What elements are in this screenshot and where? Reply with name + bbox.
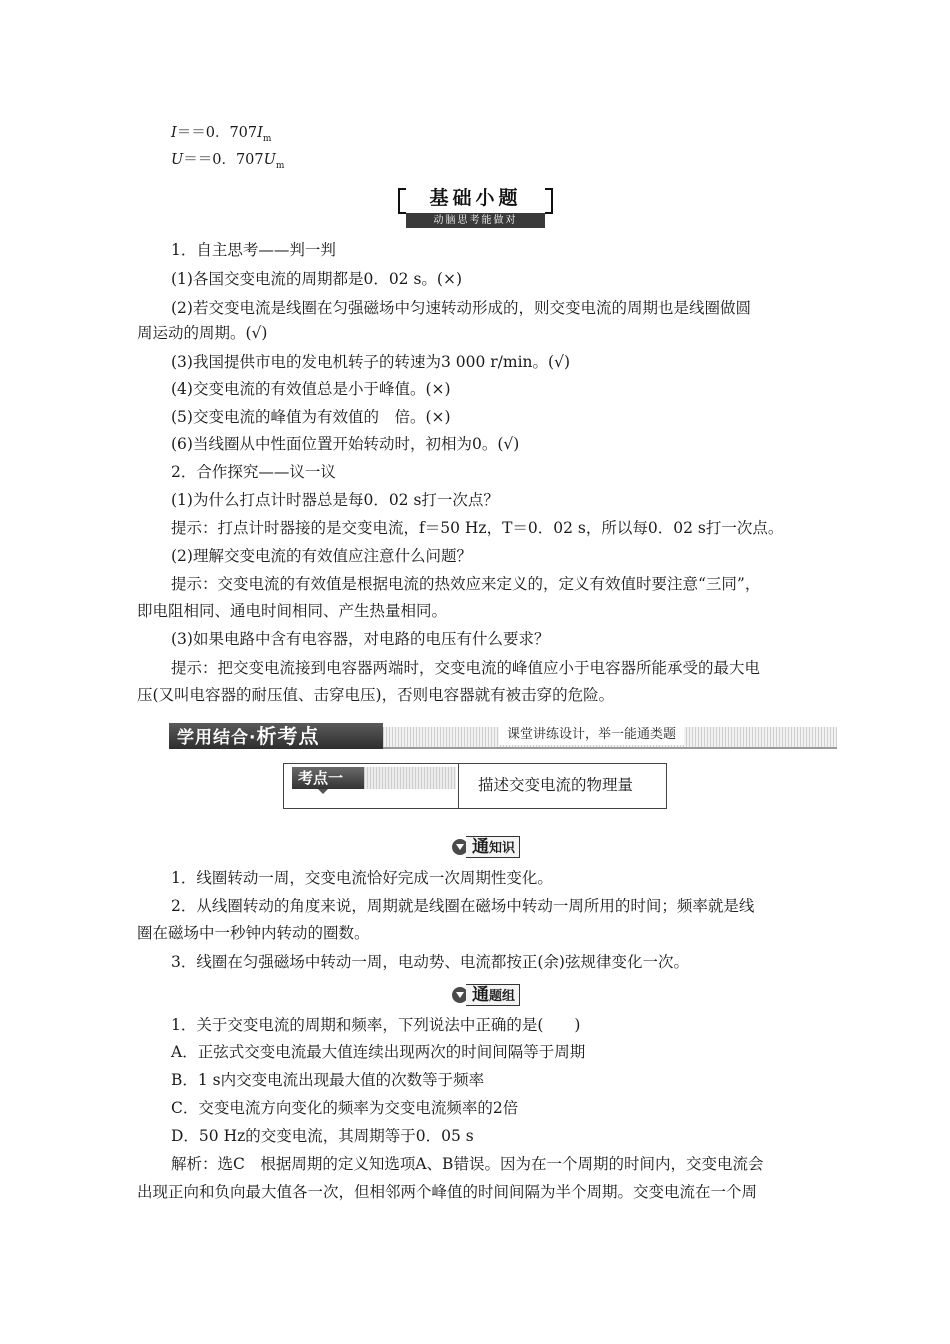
formula-sub: m [275, 160, 285, 171]
text-line: (2)若交变电流是线圈在匀强磁场中匀速转动形成的，则交变电流的周期也是线圈做圆 [171, 299, 751, 317]
text-line: 圈在磁场中一秒钟内转动的圈数。 [137, 924, 370, 942]
text-line: (4)交变电流的有效值总是小于峰值。(×) [171, 380, 451, 398]
analysis-line: 解析：选C 根据周期的定义知选项A、B错误。因为在一个周期的时间内，交变电流会 [171, 1155, 764, 1173]
analysis-line: 出现正向和负向最大值各一次，但相邻两个峰值的时间间隔为半个周期。交变电流在一个周 [137, 1183, 758, 1201]
text-line: 即电阻相同、通电时间相同、产生热量相同。 [137, 602, 448, 620]
banner-subtitle: 动脑思考能做对 [406, 213, 545, 228]
text-line: 提示：打点计时器接的是交变电流，f＝50 Hz，T＝0．02 s，所以每0．02 s打一次点。 [171, 519, 784, 537]
triangle-icon [318, 789, 328, 794]
text-line: 1．自主思考——判一判 [171, 241, 336, 259]
bracket-right [545, 188, 553, 214]
text-line: 1．线圈转动一周，交变电流恰好完成一次周期性变化。 [171, 869, 553, 887]
section-header-left [169, 723, 383, 749]
text-line: 提示：把交变电流接到电容器两端时，交变电流的峰值应小于电容器所能承受的最大电 [171, 659, 761, 677]
option-a: A．正弦式交变电流最大值连续出现两次的时间间隔等于周期 [171, 1043, 586, 1061]
basic-questions-banner [398, 186, 553, 230]
heading-box [466, 984, 520, 1006]
text-line: 提示：交变电流的有效值是根据电流的热效应来定义的，定义有效值时要注意“三同”， [171, 575, 761, 593]
text-line: 压(又叫电容器的耐压值、击穿电压)，否则电容器就有被击穿的危险。 [137, 686, 615, 704]
option-b: B．1 s内交变电流出现最大值的次数等于频率 [171, 1071, 485, 1089]
heading-small: 题组 [489, 989, 516, 1004]
heading-main: 通 [472, 837, 489, 857]
heading-main: 通 [472, 985, 489, 1005]
heading-box [466, 836, 520, 858]
formula-sub: m [262, 133, 272, 144]
text-line: (1)为什么打点计时器总是每0．02 s打一次点？ [171, 491, 499, 509]
text-line: (1)各国交变电流的周期都是0．02 s。(×) [171, 270, 463, 288]
text-line: (5)交变电流的峰值为有效值的 倍。(×) [171, 408, 451, 426]
topic-tab: 考点一 [292, 767, 364, 789]
text-line: 周运动的周期。(√) [137, 324, 268, 342]
heading-small: 知识 [489, 841, 516, 856]
formula-eq: ＝＝0．707 [176, 125, 258, 141]
text-line: (6)当线圈从中性面位置开始转动时，初相为0。(√) [171, 435, 520, 453]
option-c: C．交变电流方向变化的频率为交变电流频率的2倍 [171, 1099, 519, 1117]
header-big: 析考点 [256, 724, 320, 748]
section-header-right: 课堂讲练设计，举一能通类题 [499, 725, 684, 745]
text-line: (3)我国提供市电的发电机转子的转速为3 000 r/min。(√) [171, 353, 570, 371]
text-line: 2．合作探究——议一议 [171, 463, 336, 481]
formula-eq: ＝＝0．707 [183, 152, 264, 168]
section-header-bar [169, 723, 837, 749]
formula-var: U [171, 152, 184, 168]
divider [458, 764, 459, 808]
banner-title: 基础小题 [429, 187, 522, 209]
formula-sub-var: I [257, 125, 263, 141]
text-line: (2)理解交变电流的有效值应注意什么问题？ [171, 547, 472, 565]
formula-var: I [171, 125, 177, 141]
topic-tab-hatch [364, 767, 456, 789]
topic-box [283, 763, 667, 809]
question-stem: 1．关于交变电流的周期和频率，下列说法中正确的是( ) [171, 1016, 581, 1034]
topic-title: 描述交变电流的物理量 [478, 776, 634, 794]
text-line: (3)如果电路中含有电容器，对电路的电压有什么要求？ [171, 630, 550, 648]
formula-current-effective [171, 122, 271, 150]
header-prefix: 学用结合· [177, 728, 257, 748]
text-line: 2．从线圈转动的角度来说，周期就是线圈在磁场中转动一周所用的时间；频率就是线 [171, 897, 755, 915]
text-line: 3．线圈在匀强磁场中转动一周，电动势、电流都按正(余)弦规律变化一次。 [171, 953, 689, 971]
formula-voltage-effective [171, 149, 284, 177]
option-d: D．50 Hz的交变电流，其周期等于0．05 s [171, 1127, 474, 1145]
formula-sub-var: U [263, 152, 276, 168]
